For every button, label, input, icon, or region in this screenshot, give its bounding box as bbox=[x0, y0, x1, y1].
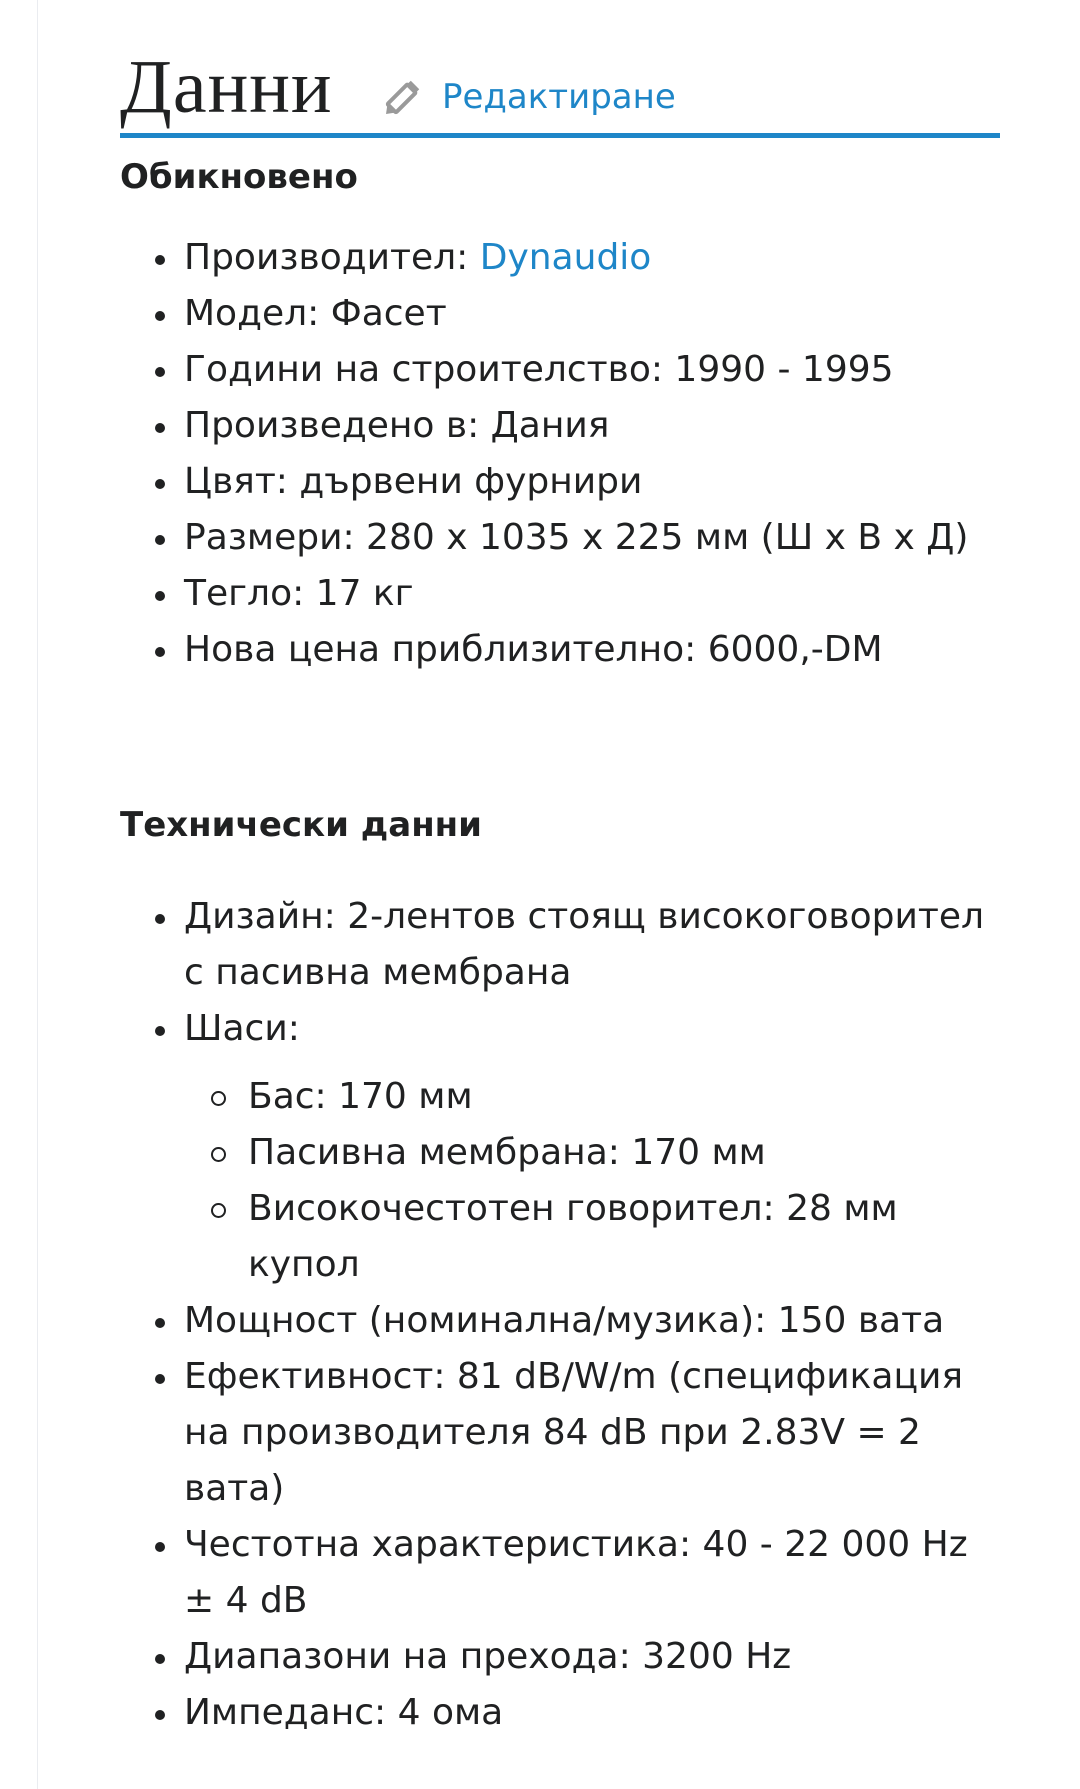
list-item: Импеданс: 4 ома bbox=[120, 1685, 1000, 1741]
pencil-icon bbox=[382, 76, 424, 118]
edit-section-link[interactable] bbox=[382, 76, 676, 118]
list-item: Дизайн: 2-лентов стоящ високоговорител с пасивна мембрана bbox=[120, 889, 1000, 1001]
technical-list bbox=[120, 889, 1000, 1741]
list-item: Честотна характеристика: 40 - 22 000 Hz ± 4 dB bbox=[120, 1517, 1000, 1629]
manufacturer-link[interactable]: Dynaudio bbox=[479, 237, 652, 278]
section-heading bbox=[120, 0, 1000, 138]
list-item: Цвят: дървени фурнири bbox=[120, 454, 1000, 510]
sublist-item: Пасивна мембрана: 170 мм bbox=[184, 1125, 1000, 1181]
sublist-item: Бас: 170 мм bbox=[184, 1069, 1000, 1125]
list-item-label: Производител: bbox=[184, 237, 480, 278]
list-item: Размери: 280 x 1035 x 225 мм (Ш x В x Д) bbox=[120, 510, 1000, 566]
chassis-sublist bbox=[184, 1069, 1000, 1293]
section-title: Данни bbox=[120, 45, 333, 129]
technical-title: Технически данни bbox=[120, 805, 482, 845]
list-item: Модел: Фасет bbox=[120, 286, 1000, 342]
sublist-item: Високочестотен говорител: 28 мм купол bbox=[184, 1181, 1000, 1293]
article-content bbox=[120, 0, 1000, 1733]
list-item-manufacturer bbox=[120, 230, 1000, 286]
general-list bbox=[120, 230, 1000, 678]
list-item: Ефективност: 81 dB/W/m (спецификация на производителя 84 dB при 2.83V = 2 вата) bbox=[120, 1349, 1000, 1517]
list-item: Мощност (номинална/музика): 150 вата bbox=[120, 1293, 1000, 1349]
list-item: Тегло: 17 кг bbox=[120, 566, 1000, 622]
list-item: Нова цена приблизително: 6000,-DM bbox=[120, 622, 1000, 678]
list-item-label: Шаси: bbox=[184, 1008, 300, 1049]
list-item-chassis bbox=[120, 1001, 1000, 1293]
edit-label: Редактиране bbox=[442, 77, 676, 117]
general-title: Обикновено bbox=[120, 157, 358, 197]
list-item: Години на строителство: 1990 - 1995 bbox=[120, 342, 1000, 398]
list-item: Диапазони на прехода: 3200 Hz bbox=[120, 1629, 1000, 1685]
list-item: Произведено в: Дания bbox=[120, 398, 1000, 454]
